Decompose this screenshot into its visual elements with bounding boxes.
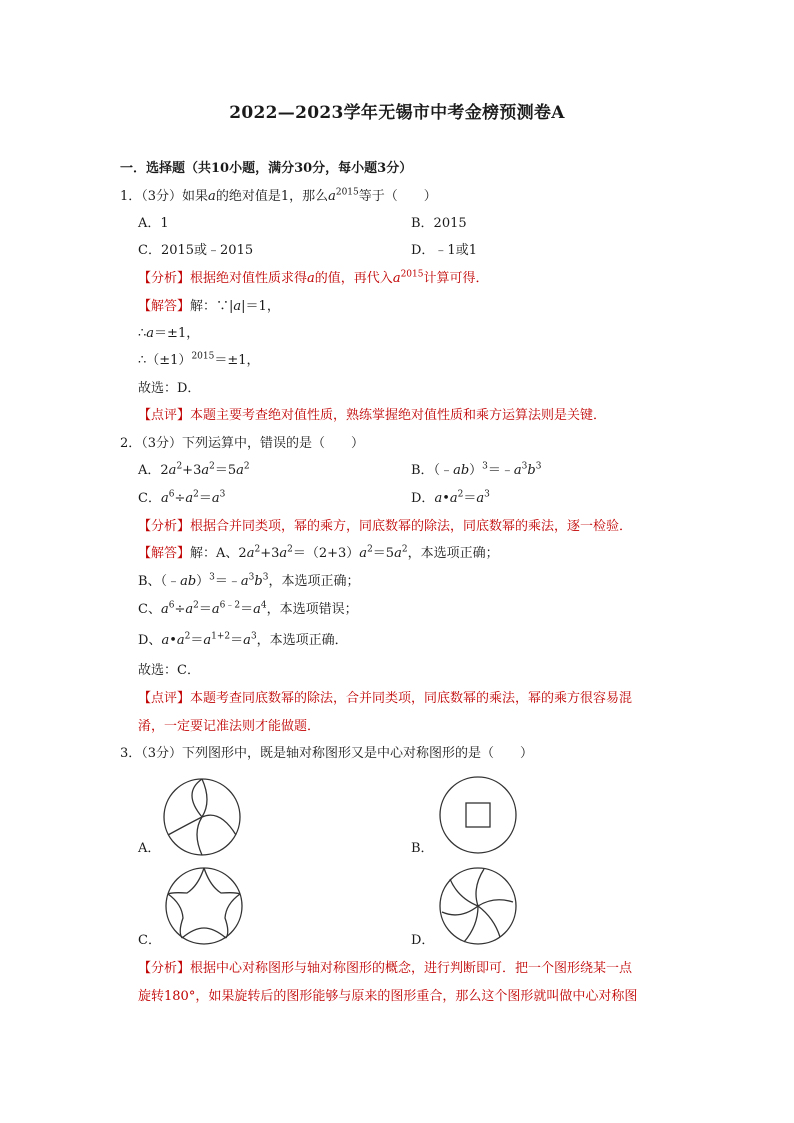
- q1-solution-step2: ∴a＝±1，: [138, 326, 200, 341]
- q2-option-a: A．$2a^2+3a^2=5a^2$: [138, 461, 250, 478]
- q2-solution-a: 【解答】解：A、$2a^2+3a^2=(2+3)a^2=5a^2$，本选项正确；: [138, 544, 499, 561]
- q1-analysis: 【分析】根据绝对值性质求得a的值，再代入$a^{2015}$计算可得．: [138, 269, 489, 286]
- figure-c: [162, 864, 246, 948]
- q1-solution-step3: $\therefore(\pm 1)^{2015}=\pm 1$，: [138, 351, 260, 368]
- q1-option-d: D．﹣1或1: [411, 243, 477, 258]
- q2-solution-d: D、$a•a^2=a^{1+2}=a^3$，本选项正确．: [138, 631, 348, 648]
- q2-analysis: 【分析】根据合并同类项，幂的乘方，同底数幂的除法，同底数幂的乘法，逐一检验．: [138, 519, 633, 534]
- figure-b: [436, 773, 520, 857]
- q2-comment-cont: 淆，一定要记准法则才能做题．: [138, 719, 321, 734]
- page-title: 2022—2023学年无锡市中考金榜预测卷A: [229, 103, 565, 123]
- figure-b-label: B．: [411, 841, 434, 856]
- q1-option-b: B．2015: [411, 216, 467, 231]
- q2-choice: 故选：C．: [138, 663, 200, 678]
- q2-option-d: D．$a•a^2=a^3$: [411, 489, 490, 506]
- q1-option-a: A．1: [138, 216, 169, 231]
- q2-stem: 2．（3分）下列运算中，错误的是（ ）: [120, 436, 365, 451]
- q2-solution-c: C、$a^6\div a^2=a^{6﹣2}=a^4$，本选项错误；: [138, 600, 358, 617]
- figure-a: [160, 775, 244, 859]
- q2-comment: 【点评】本题考查同底数幂的除法，合并同类项，同底数幂的乘法，幂的乘方很容易混: [138, 691, 633, 706]
- q1-stem: 1．（3分）如果a的绝对值是1，那么$a^{2015}$等于（ ）: [120, 187, 437, 204]
- q1-choice: 故选：D．: [138, 381, 201, 396]
- q1-option-c: C．2015或﹣2015: [138, 243, 254, 258]
- q2-option-c: C．$a^6\div a^2=a^3$: [138, 489, 226, 506]
- q1-solution: 【解答】解：∵|a|＝1，: [138, 299, 280, 314]
- q2-solution-b: B、$(﹣ab)^3=﹣a^3b^3$，本选项正确；: [138, 572, 360, 589]
- figure-d: [436, 864, 520, 948]
- figure-a-label: A．: [138, 841, 161, 856]
- q1-comment: 【点评】本题主要考查绝对值性质，熟练掌握绝对值性质和乘方运算法则是关键．: [138, 408, 607, 423]
- q3-stem: 3．（3分）下列图形中，既是轴对称图形又是中心对称图形的是（ ）: [120, 746, 534, 761]
- q3-analysis: 【分析】根据中心对称图形与轴对称图形的概念，进行判断即可．把一个图形绕某一点: [138, 961, 633, 976]
- figure-c-label: C．: [138, 933, 161, 948]
- section-heading: 一．选择题（共10小题，满分30分，每小题3分）: [120, 161, 413, 176]
- q3-analysis-cont: 旋转180°，如果旋转后的图形能够与原来的图形重合，那么这个图形就叫做中心对称图: [138, 989, 638, 1004]
- q2-option-b: B．$(﹣ab)^3=﹣a^3b^3$: [411, 461, 542, 478]
- figure-d-label: D．: [411, 933, 435, 948]
